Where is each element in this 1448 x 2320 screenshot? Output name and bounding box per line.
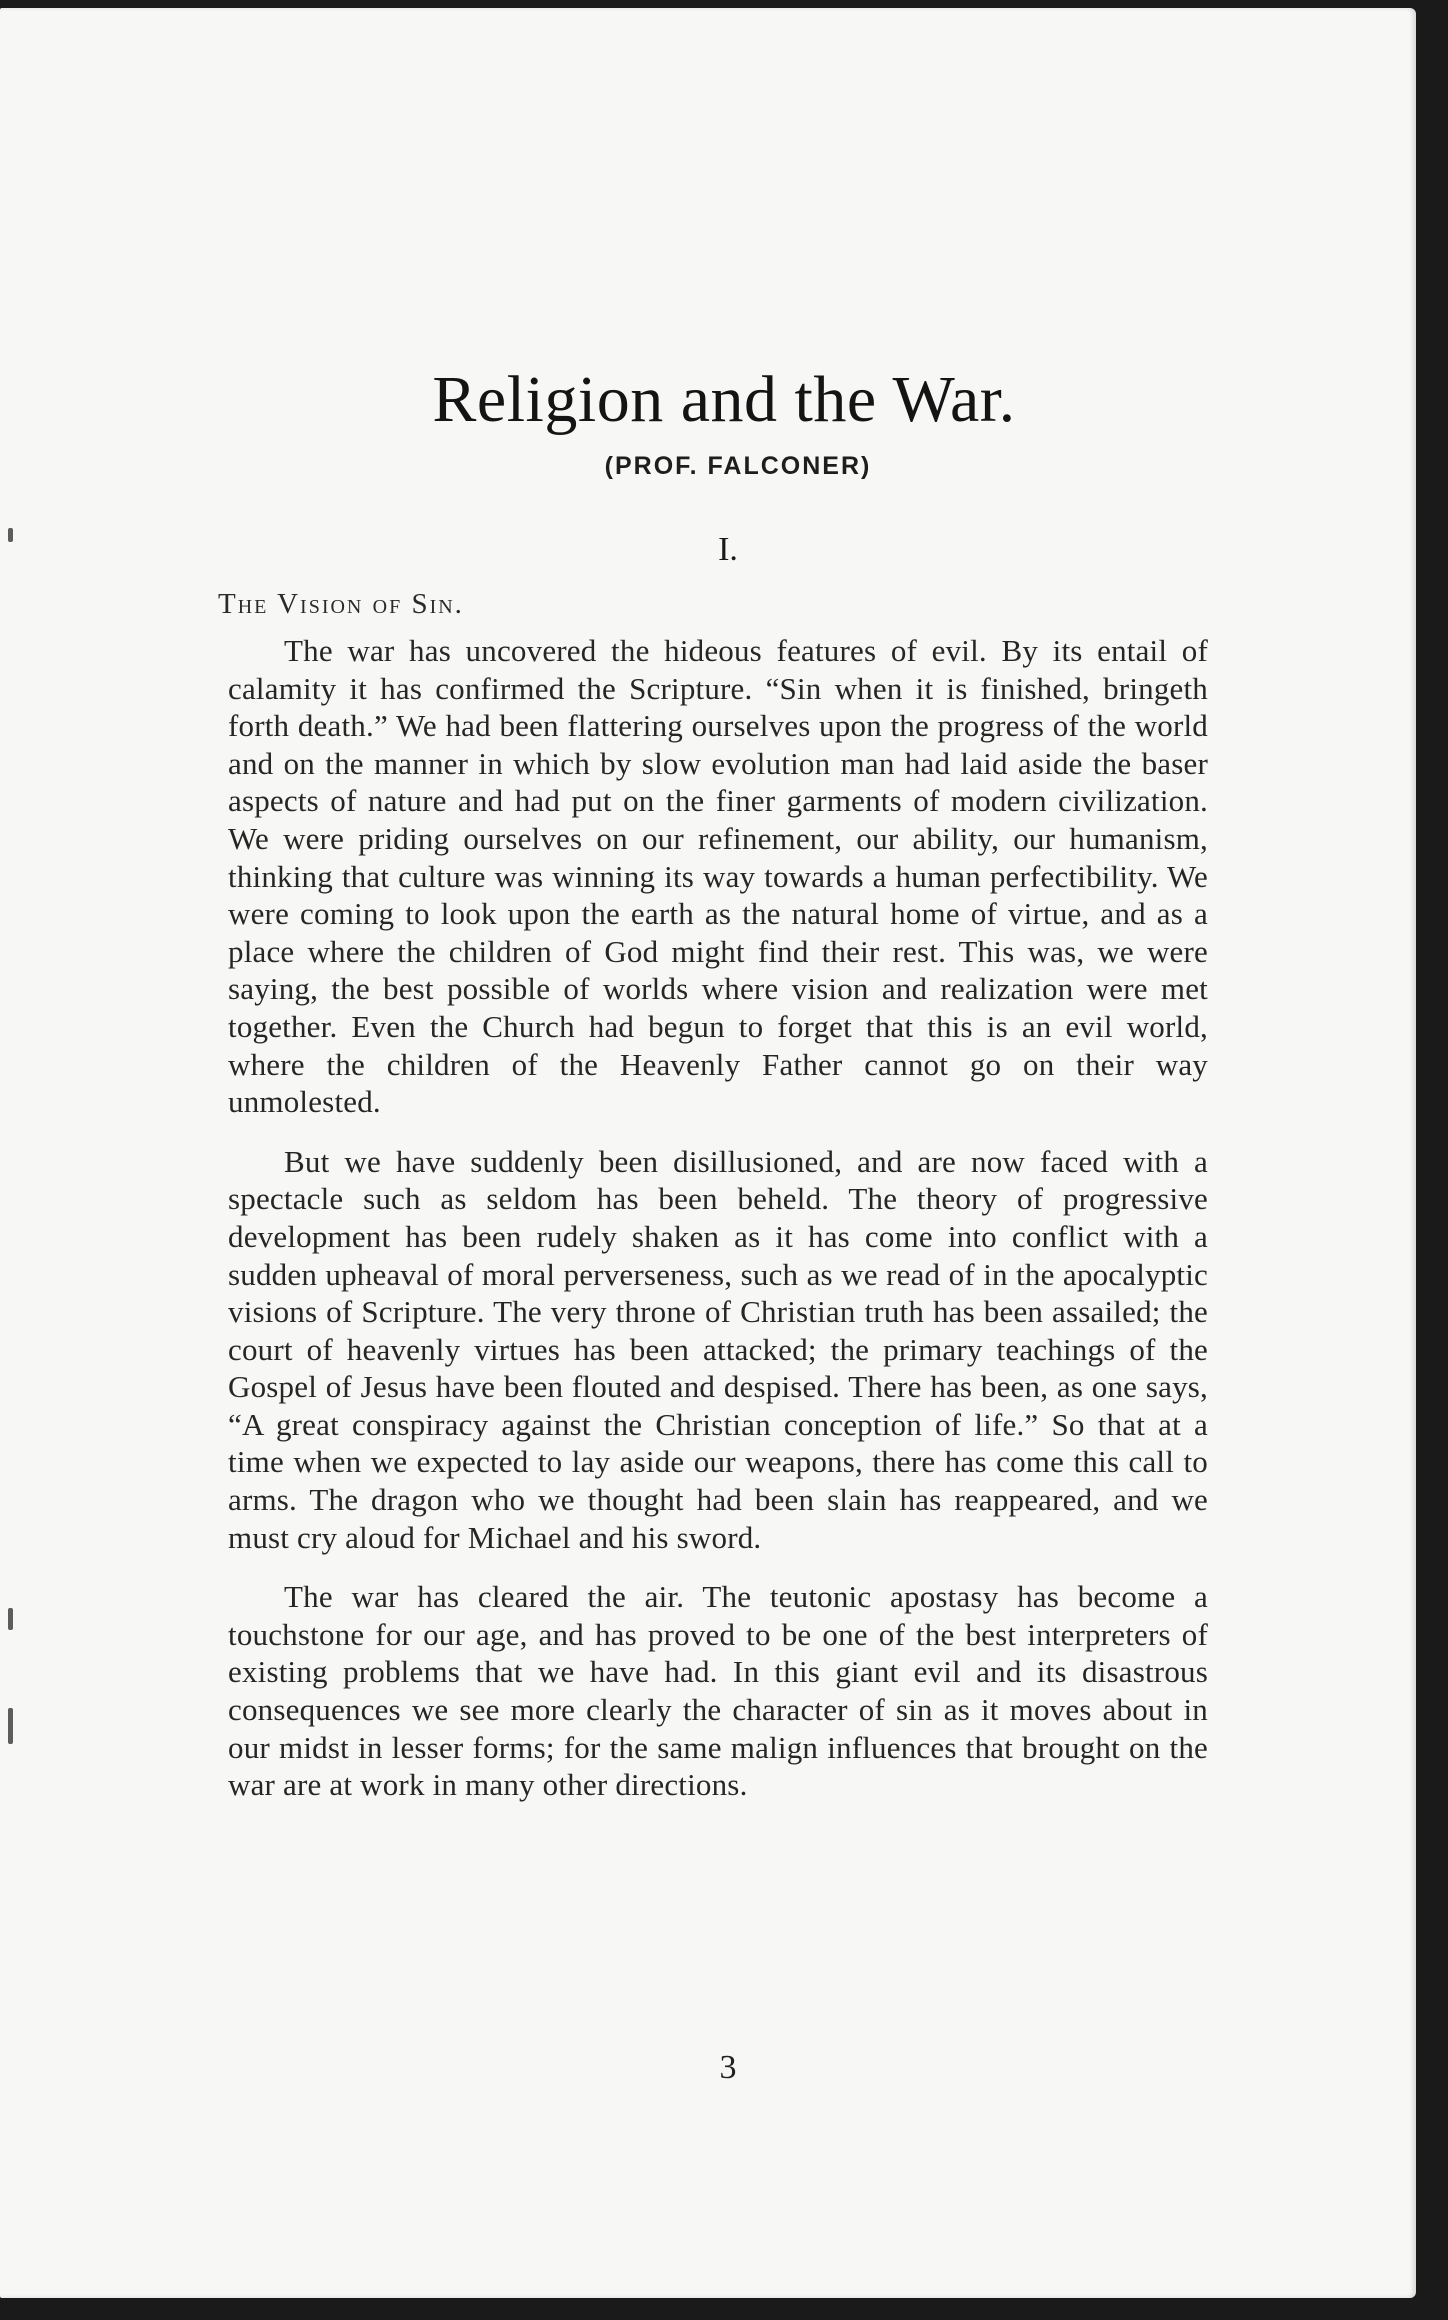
binding-mark	[8, 1708, 13, 1744]
body-paragraph: The war has uncovered the hideous features of evil. By its entail of calamity it has confirmed the Scripture. “Sin when it is finished, bringeth forth death.” We had been flattering ourselves upon the progress of the world and on the manner in which by slow evolution man had laid aside the baser aspects of nature and had put on the finer garments of modern civilization. We were priding ourselves on our refinement, our ability, our humanism, thinking that culture was winning its way towards a human perfectibility. We were coming to look upon the earth as the natural home of virtue, and as a place where the children of God might find their rest. This was, we were saying, the best possible of worlds where vision and realization were met together. Even the Church had begun to forget that this is an evil world, where the children of the Heavenly Father cannot go on their way unmolested.	[228, 633, 1208, 1120]
page-content	[218, 360, 1208, 1804]
article-title: Religion and the War.	[432, 363, 1016, 436]
body-paragraph: The war has cleared the air. The teutonic apostasy has become a touchstone for our age, and has proved to be one of the best interpreters of existing problems that we have had. In this giant evil and its disastrous consequences we see more clearly the character of sin as it moves about in our midst in lesser forms; for the same malign influences that brought on the war are at work in many other directions.	[228, 1579, 1208, 1803]
section-number: I.	[718, 531, 738, 568]
section-title: The Vision of Sin.	[218, 588, 464, 620]
article-author: (PROF. FALCONER)	[604, 452, 872, 480]
binding-mark	[8, 1608, 13, 1630]
book-page	[0, 8, 1416, 2298]
binding-mark	[8, 528, 13, 542]
body-paragraph: But we have suddenly been disillusioned, and are now faced with a spectacle such as seldom has been beheld. The theory of progressive development has been rudely shaken as it has come into conflict with a sudden upheaval of moral perverseness, such as we read of in the apocalyptic visions of Scripture. The very throne of Christian truth has been assailed; the court of heavenly virtues has been attacked; the primary teachings of the Gospel of Jesus have been flouted and despised. There has been, as one says, “A great conspiracy against the Christian conception of life.” So that at a time when we expected to lay aside our weapons, there has come this call to arms. The dragon who we thought had been slain has reappeared, and we must cry aloud for Michael and his sword.	[228, 1143, 1208, 1555]
page-number: 3	[719, 2049, 737, 2086]
